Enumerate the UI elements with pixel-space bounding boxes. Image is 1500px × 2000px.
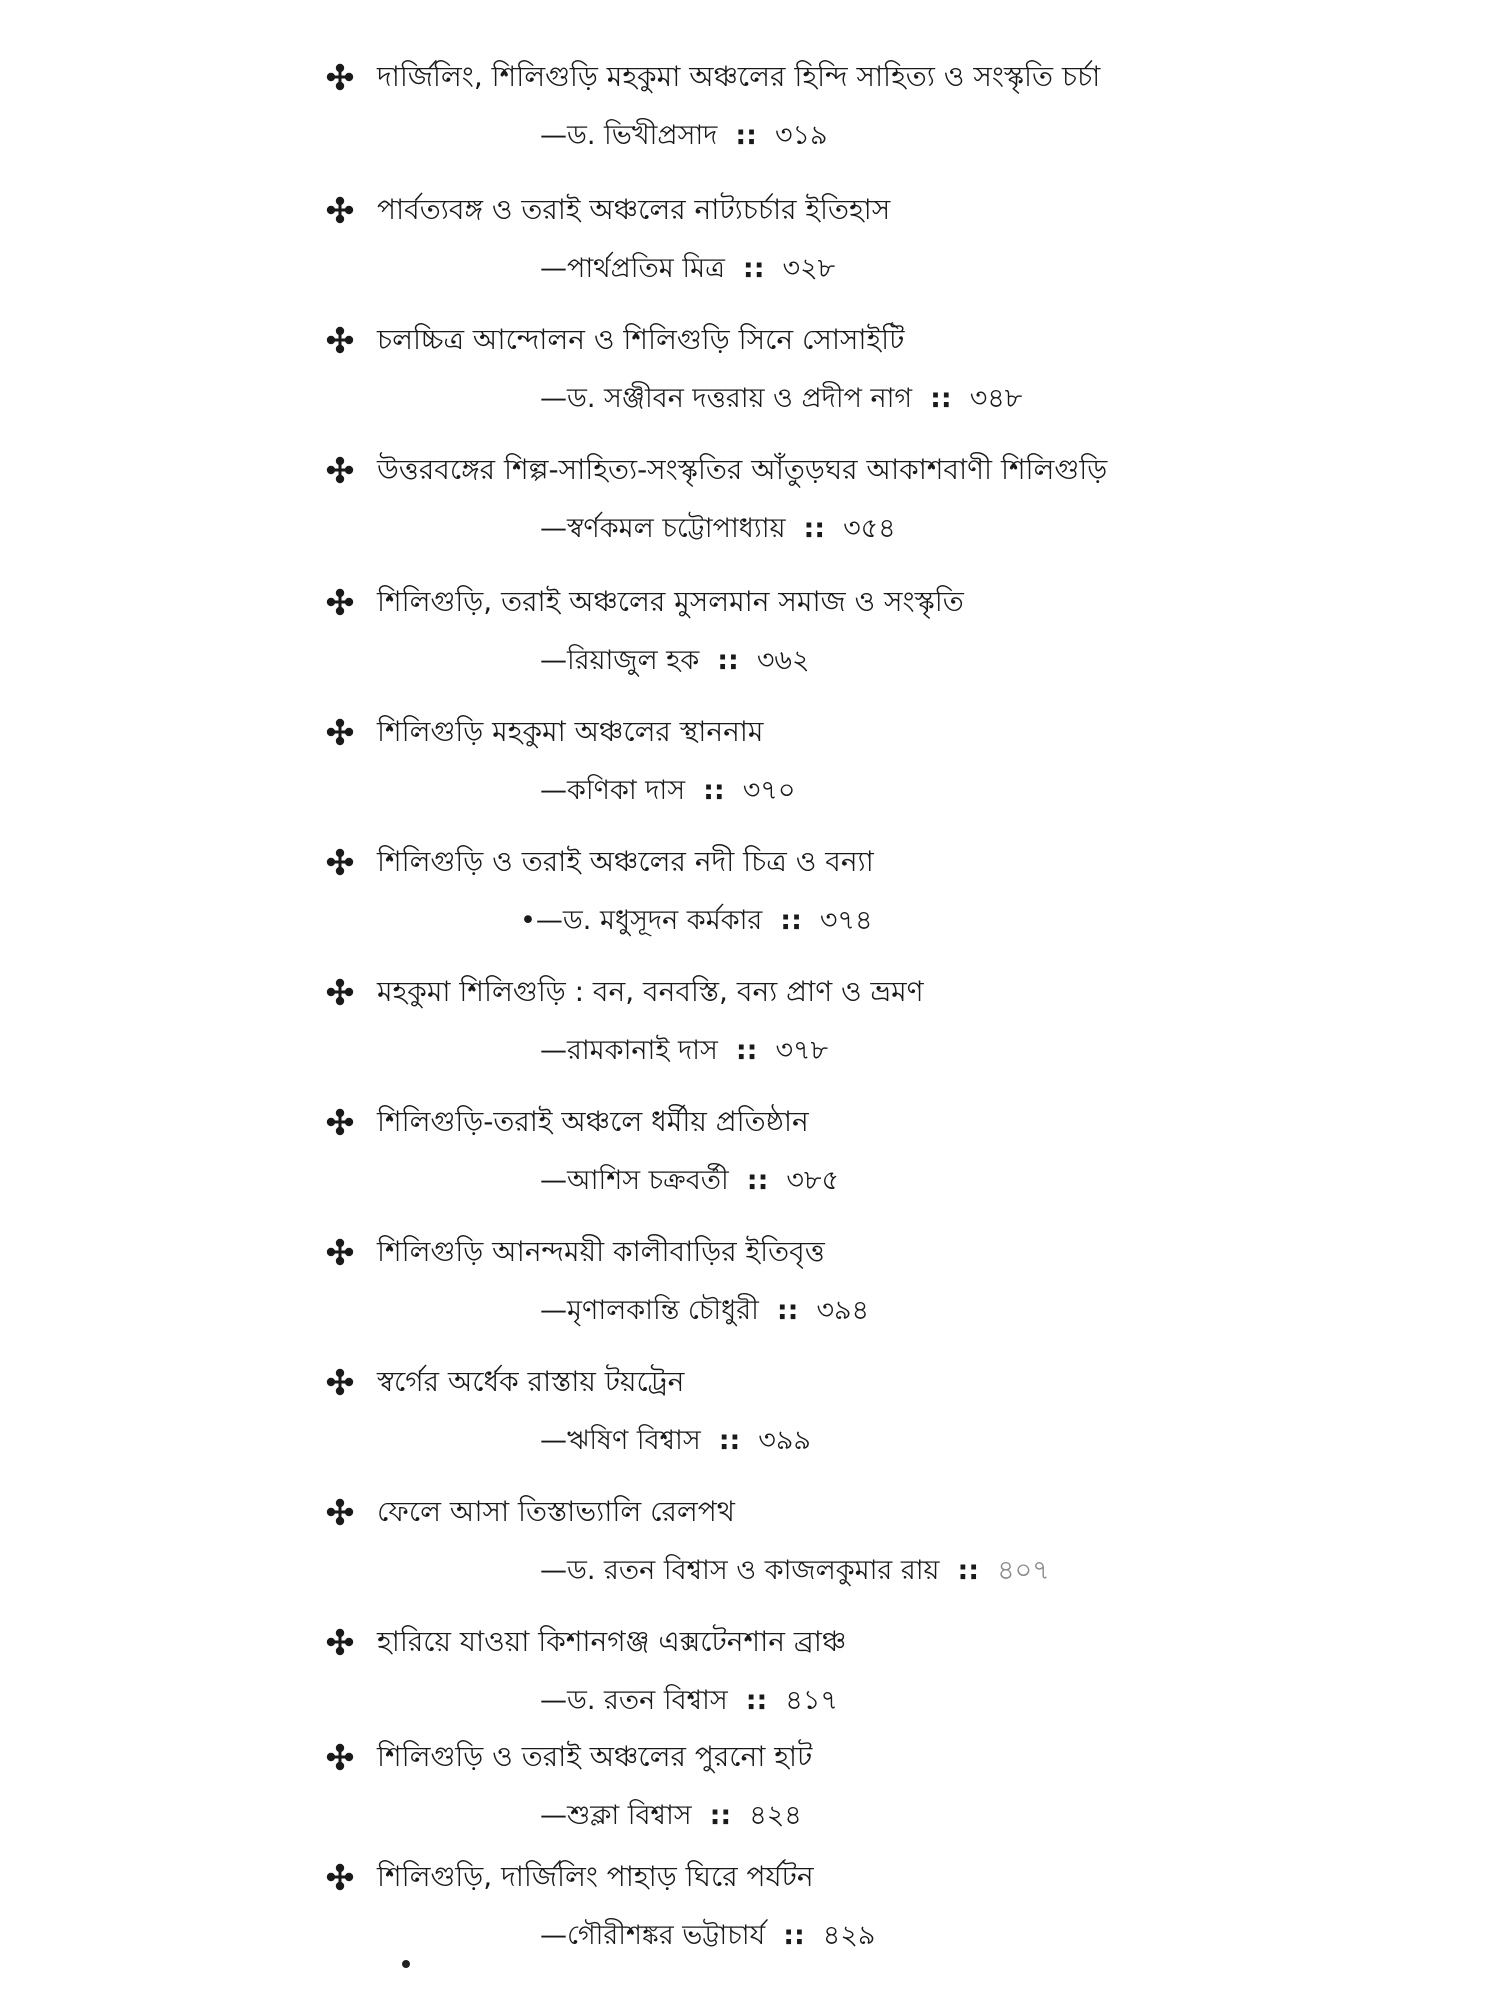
fleuron-icon bbox=[325, 1742, 355, 1772]
entry-byline bbox=[540, 509, 1455, 549]
entry-title: শিলিগুড়ি, দার্জিলিং পাহাড় ঘিরে পর্যটন bbox=[377, 1860, 814, 1893]
entry-author: —শুক্লা বিশ্বাস bbox=[540, 1800, 692, 1831]
toc-entry bbox=[325, 1487, 1455, 1591]
entry-author: •—ড. মধুসূদন কর্মকার bbox=[520, 905, 763, 936]
entry-separator: :: bbox=[957, 1555, 980, 1586]
toc-entry bbox=[325, 315, 1455, 419]
entry-separator: :: bbox=[930, 383, 952, 414]
entry-author: —ড. সঞ্জীবন দত্তরায় ও প্রদীপ নাগ bbox=[540, 383, 913, 414]
toc-entry bbox=[325, 837, 1455, 941]
toc-entry bbox=[325, 445, 1455, 549]
entry-title: শিলিগুড়ি মহকুমা অঞ্চলের স্থাননাম bbox=[377, 715, 764, 748]
entry-author: —গৌরীশঙ্কর ভট্টাচার্য bbox=[540, 1920, 766, 1951]
toc-entry bbox=[325, 967, 1455, 1071]
entry-author: —ড. রতন বিশ্বাস bbox=[540, 1685, 728, 1716]
entry-author: —আশিস চক্রবর্তী bbox=[540, 1165, 729, 1196]
toc-entry bbox=[325, 1732, 1455, 1836]
fleuron-icon bbox=[325, 1237, 355, 1267]
toc-entry bbox=[325, 1617, 1455, 1721]
entry-byline bbox=[540, 379, 1455, 419]
entry-page-number: ৩১৯ bbox=[774, 120, 828, 151]
entry-separator: :: bbox=[742, 253, 765, 284]
fleuron-icon bbox=[325, 325, 355, 355]
entry-separator: :: bbox=[718, 1425, 741, 1456]
entry-byline bbox=[540, 1681, 1455, 1721]
toc-entry bbox=[325, 707, 1455, 811]
fleuron-icon bbox=[325, 1497, 355, 1527]
entry-author: —মৃণালকান্তি চৌধুরী bbox=[540, 1295, 759, 1326]
entry-byline bbox=[540, 1031, 1455, 1071]
entry-title: চলচ্চিত্র আন্দোলন ও শিলিগুড়ি সিনে সোসাইটি bbox=[377, 323, 905, 356]
fleuron-icon bbox=[325, 1627, 355, 1657]
entry-author: —স্বর্ণকমল চট্টোপাধ্যায় bbox=[540, 513, 786, 544]
entry-separator: :: bbox=[803, 513, 826, 544]
fleuron-icon bbox=[325, 847, 355, 877]
entry-byline bbox=[540, 1796, 1455, 1836]
fleuron-icon bbox=[325, 1367, 355, 1397]
entry-title: শিলিগুড়ি ও তরাই অঞ্চলের পুরনো হাট bbox=[377, 1740, 813, 1773]
entry-author: —রামকানাই দাস bbox=[540, 1035, 718, 1066]
entry-byline bbox=[540, 1421, 1455, 1461]
fleuron-icon bbox=[325, 62, 355, 92]
entry-title: স্বর্গের অর্ধেক রাস্তায় টয়ট্রেন bbox=[377, 1365, 685, 1398]
entry-separator: :: bbox=[703, 775, 725, 806]
entry-page-number: ৪২৯ bbox=[822, 1920, 876, 1951]
entry-page-number: ৩২৮ bbox=[782, 253, 836, 284]
entry-byline bbox=[540, 116, 1455, 156]
entry-title: হারিয়ে যাওয়া কিশানগঞ্জ এক্সটেনশান ব্রাঞ্চ bbox=[377, 1625, 847, 1658]
entry-separator: :: bbox=[745, 1685, 768, 1716]
entry-page-number: ৩৪৮ bbox=[969, 383, 1023, 414]
toc-entry bbox=[325, 52, 1455, 156]
toc-entry bbox=[325, 1227, 1455, 1331]
entry-title: উত্তরবঙ্গের শিল্প-সাহিত্য-সংস্কৃতির আঁতুড়ঘর আকাশবাণী শিলিগুড়ি bbox=[377, 453, 1108, 486]
fleuron-icon bbox=[325, 717, 355, 747]
entry-page-number: ৪১৭ bbox=[785, 1685, 838, 1716]
entry-page-number: ৩৯৯ bbox=[758, 1425, 811, 1456]
entry-byline bbox=[540, 1551, 1455, 1591]
entry-byline bbox=[540, 641, 1455, 681]
entry-page-number: ৩৫৪ bbox=[843, 513, 896, 544]
entry-author: —ড. ভিখীপ্রসাদ bbox=[540, 120, 718, 151]
entry-separator: :: bbox=[776, 1295, 799, 1326]
entry-byline bbox=[540, 1916, 1455, 1956]
entry-title: শিলিগুড়ি-তরাই অঞ্চলে ধর্মীয় প্রতিষ্ঠান bbox=[377, 1105, 809, 1138]
entry-byline bbox=[540, 249, 1455, 289]
entry-byline bbox=[520, 901, 1455, 941]
entry-page-number: ৩৭৪ bbox=[819, 905, 873, 936]
entry-title: শিলিগুড়ি ও তরাই অঞ্চলের নদী চিত্র ও বন্যা bbox=[377, 845, 874, 878]
entry-title: ফেলে আসা তিস্তাভ্যালি রেলপথ bbox=[377, 1495, 735, 1528]
entry-page-number: ৪০৭ bbox=[997, 1555, 1050, 1586]
fleuron-icon bbox=[325, 587, 355, 617]
entry-author: —রিয়াজুল হক bbox=[540, 645, 700, 676]
entry-byline bbox=[540, 1291, 1455, 1331]
entry-page-number: ৩৭৮ bbox=[775, 1035, 829, 1066]
entry-author: —কণিকা দাস bbox=[540, 775, 686, 806]
fleuron-icon bbox=[325, 977, 355, 1007]
entry-separator: :: bbox=[783, 1920, 805, 1951]
toc-entry bbox=[325, 1097, 1455, 1201]
toc-entry bbox=[325, 185, 1455, 289]
entry-byline bbox=[540, 1161, 1455, 1201]
entry-title: পার্বত্যবঙ্গ ও তরাই অঞ্চলের নাট্যচর্চার ইতিহাস bbox=[377, 193, 891, 226]
entry-page-number: ৪২৪ bbox=[749, 1800, 802, 1831]
fleuron-icon bbox=[325, 1862, 355, 1892]
entry-author: —ড. রতন বিশ্বাস ও কাজলকুমার রায় bbox=[540, 1555, 940, 1586]
entry-page-number: ৩৬২ bbox=[756, 645, 810, 676]
toc-entry bbox=[325, 1357, 1455, 1461]
entry-title: শিলিগুড়ি, তরাই অঞ্চলের মুসলমান সমাজ ও সংস্কৃতি bbox=[377, 585, 964, 618]
entry-separator: :: bbox=[709, 1800, 732, 1831]
fleuron-icon bbox=[325, 195, 355, 225]
entry-title: শিলিগুড়ি আনন্দময়ী কালীবাড়ির ইতিবৃত্ত bbox=[377, 1235, 825, 1268]
entry-separator: :: bbox=[717, 645, 739, 676]
entry-separator: :: bbox=[735, 1035, 758, 1066]
print-speck bbox=[402, 1960, 410, 1968]
entry-byline bbox=[540, 771, 1455, 811]
entry-page-number: ৩৮৫ bbox=[786, 1165, 839, 1196]
fleuron-icon bbox=[325, 1107, 355, 1137]
toc-entry bbox=[325, 1852, 1455, 1956]
entry-separator: :: bbox=[746, 1165, 769, 1196]
toc-entry bbox=[325, 577, 1455, 681]
entry-separator: :: bbox=[780, 905, 802, 936]
entry-title: দার্জিলিং, শিলিগুড়ি মহকুমা অঞ্চলের হিন্দি সাহিত্য ও সংস্কৃতি চর্চা bbox=[377, 60, 1101, 93]
entry-author: —পার্থপ্রতিম মিত্র bbox=[540, 253, 725, 284]
entry-title: মহকুমা শিলিগুড়ি : বন, বনবস্তি, বন্য প্রাণ ও ভ্রমণ bbox=[377, 975, 924, 1008]
entry-separator: :: bbox=[735, 120, 757, 151]
entry-page-number: ৩৯৪ bbox=[816, 1295, 870, 1326]
fleuron-icon bbox=[325, 455, 355, 485]
entry-page-number: ৩৭০ bbox=[742, 775, 796, 806]
entry-author: —ঋষিণ বিশ্বাস bbox=[540, 1425, 701, 1456]
